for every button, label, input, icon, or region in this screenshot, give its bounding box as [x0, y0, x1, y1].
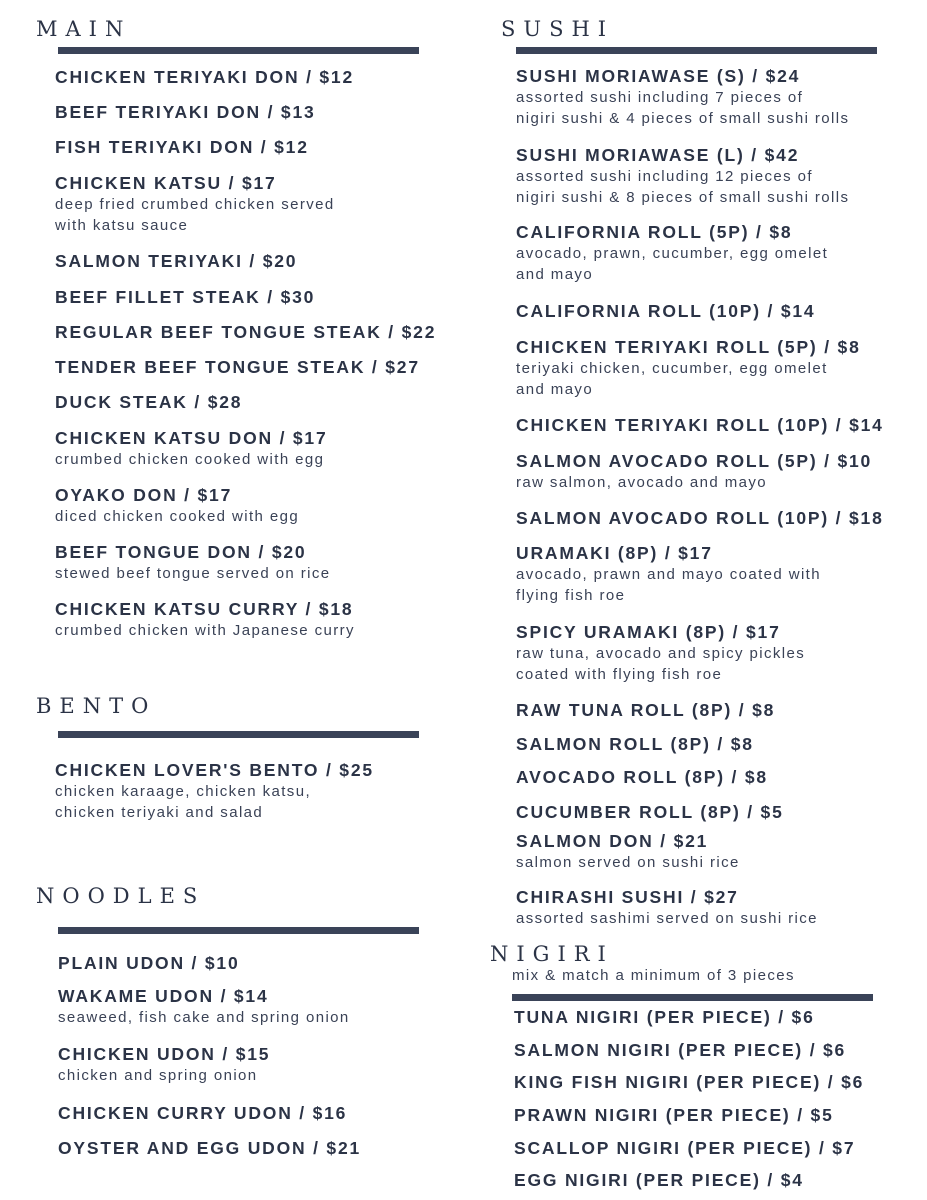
menu-item [516, 886, 818, 929]
menu-item [55, 136, 309, 158]
menu-item [58, 1102, 347, 1124]
menu-item-description: diced chicken cooked with egg [55, 508, 300, 525]
menu-item-name: SALMON AVOCADO ROLL (10P) / $18 [516, 508, 884, 528]
menu-item-description: assorted sushi including 12 pieces of nigiri sushi & 8 pieces of small sushi rolls [516, 168, 850, 206]
menu-item-description: avocado, prawn, cucumber, egg omelet and mayo [516, 245, 829, 283]
bento-divider [58, 731, 419, 738]
menu-item-name: WAKAME UDON / $14 [58, 986, 269, 1006]
menu-item [516, 65, 849, 129]
menu-item [516, 766, 768, 788]
menu-item [516, 221, 828, 285]
menu-item [514, 1071, 864, 1093]
menu-item [516, 414, 884, 436]
menu-item-name: SUSHI MORIAWASE (S) / $24 [516, 66, 801, 86]
menu-item-name: CHICKEN LOVER'S BENTO / $25 [55, 760, 374, 780]
menu-item [516, 621, 805, 685]
menu-item-description: teriyaki chicken, cucumber, egg omelet and mayo [516, 360, 828, 398]
menu-item-name: OYSTER AND EGG UDON / $21 [58, 1138, 362, 1158]
menu-item [58, 952, 239, 974]
menu-item-name: EGG NIGIRI (PER PIECE) / $4 [514, 1170, 804, 1190]
sushi-divider [516, 47, 877, 54]
menu-item [516, 699, 775, 721]
menu-item-name: CHICKEN KATSU CURRY / $18 [55, 599, 354, 619]
menu-item-name: CHICKEN TERIYAKI ROLL (10P) / $14 [516, 415, 884, 435]
bento-heading: BENTO [36, 694, 157, 718]
menu-item-name: URAMAKI (8P) / $17 [516, 543, 713, 563]
menu-item [55, 321, 436, 343]
menu-item [55, 427, 328, 470]
menu-item-name: BEEF TERIYAKI DON / $13 [55, 102, 316, 122]
menu-item-description: assorted sashimi served on sushi rice [516, 910, 818, 927]
menu-item-name: SCALLOP NIGIRI (PER PIECE) / $7 [514, 1138, 856, 1158]
menu-item-name: OYAKO DON / $17 [55, 485, 233, 505]
menu-item [55, 541, 331, 584]
menu-item-name: DUCK STEAK / $28 [55, 392, 243, 412]
menu-item [516, 830, 740, 873]
menu-item [55, 172, 335, 236]
main-divider [58, 47, 419, 54]
menu-item-name: CALIFORNIA ROLL (5P) / $8 [516, 222, 793, 242]
menu-item [55, 356, 420, 378]
menu-item-name: KING FISH NIGIRI (PER PIECE) / $6 [514, 1072, 865, 1092]
noodles-heading: NOODLES [36, 884, 206, 908]
menu-item-name: SALMON AVOCADO ROLL (5P) / $10 [516, 451, 873, 471]
menu-item-description: salmon served on sushi rice [516, 854, 740, 871]
menu-item-name: SALMON TERIYAKI / $20 [55, 251, 298, 271]
menu-item-description: assorted sushi including 7 pieces of nigiri sushi & 4 pieces of small sushi rolls [516, 89, 850, 127]
menu-item-name: CHICKEN CURRY UDON / $16 [58, 1103, 348, 1123]
menu-item [516, 733, 754, 755]
sushi-heading: SUSHI [501, 17, 615, 41]
menu-item [55, 598, 355, 641]
menu-item-name: BEEF TONGUE DON / $20 [55, 542, 307, 562]
menu-item-name: CHICKEN TERIYAKI DON / $12 [55, 67, 354, 87]
menu-item [516, 542, 821, 606]
menu-item-description: crumbed chicken cooked with egg [55, 451, 325, 468]
menu-item [516, 144, 849, 208]
menu-item-name: CALIFORNIA ROLL (10P) / $14 [516, 301, 816, 321]
menu-item-name: CHICKEN UDON / $15 [58, 1044, 271, 1064]
menu-item-name: RAW TUNA ROLL (8P) / $8 [516, 700, 776, 720]
menu-item-name: PLAIN UDON / $10 [58, 953, 240, 973]
menu-item-name: AVOCADO ROLL (8P) / $8 [516, 767, 768, 787]
menu-item-name: REGULAR BEEF TONGUE STEAK / $22 [55, 322, 437, 342]
menu-item-name: SUSHI MORIAWASE (L) / $42 [516, 145, 800, 165]
menu-item-name: PRAWN NIGIRI (PER PIECE) / $5 [514, 1105, 834, 1125]
menu-item-description: raw salmon, avocado and mayo [516, 474, 767, 491]
noodles-divider [58, 927, 419, 934]
menu-item-name: SALMON ROLL (8P) / $8 [516, 734, 754, 754]
menu-item-name: CHICKEN KATSU DON / $17 [55, 428, 328, 448]
menu-item [55, 484, 299, 527]
menu-item-name: BEEF FILLET STEAK / $30 [55, 287, 316, 307]
menu-item-name: CHICKEN TERIYAKI ROLL (5P) / $8 [516, 337, 861, 357]
menu-item [58, 1043, 270, 1086]
nigiri-heading: NIGIRI [490, 942, 614, 966]
menu-item [55, 759, 374, 823]
menu-item-description: deep fried crumbed chicken served with katsu sauce [55, 196, 335, 234]
menu-item [516, 300, 815, 322]
menu-item-description: seaweed, fish cake and spring onion [58, 1009, 350, 1026]
menu-item-description: stewed beef tongue served on rice [55, 565, 331, 582]
menu-item-name: SALMON NIGIRI (PER PIECE) / $6 [514, 1040, 847, 1060]
menu-item [58, 1137, 361, 1159]
main-heading: MAIN [36, 17, 132, 41]
menu-item [514, 1006, 815, 1028]
menu-item-name: FISH TERIYAKI DON / $12 [55, 137, 309, 157]
menu-item-description: chicken karaage, chicken katsu, chicken teriyaki and salad [55, 783, 312, 821]
menu-item-name: SPICY URAMAKI (8P) / $17 [516, 622, 781, 642]
menu-item [514, 1104, 834, 1126]
menu-item-description: avocado, prawn and mayo coated with flying fish roe [516, 566, 821, 604]
menu-item [55, 66, 354, 88]
menu-item [514, 1169, 804, 1191]
menu-item [514, 1137, 855, 1159]
menu-item-name: CHIRASHI SUSHI / $27 [516, 887, 739, 907]
nigiri-subtitle: mix & match a minimum of 3 pieces [512, 967, 795, 984]
menu-item [55, 286, 315, 308]
menu-item [55, 101, 316, 123]
menu-item [516, 801, 784, 823]
menu-item [516, 507, 884, 529]
menu-item [516, 336, 861, 400]
menu-item-name: TENDER BEEF TONGUE STEAK / $27 [55, 357, 420, 377]
menu-item-description: chicken and spring onion [58, 1067, 258, 1084]
menu-item [514, 1039, 846, 1061]
menu-item-description: crumbed chicken with Japanese curry [55, 622, 355, 639]
menu-item [55, 391, 242, 413]
menu-item-name: TUNA NIGIRI (PER PIECE) / $6 [514, 1007, 815, 1027]
menu-item-name: SALMON DON / $21 [516, 831, 709, 851]
menu-item-name: CUCUMBER ROLL (8P) / $5 [516, 802, 784, 822]
menu-item-description: raw tuna, avocado and spicy pickles coated with flying fish roe [516, 645, 806, 683]
menu-item [58, 985, 350, 1028]
menu-item [516, 450, 872, 493]
menu-item-name: CHICKEN KATSU / $17 [55, 173, 277, 193]
nigiri-divider [512, 994, 873, 1001]
menu-item [55, 250, 297, 272]
